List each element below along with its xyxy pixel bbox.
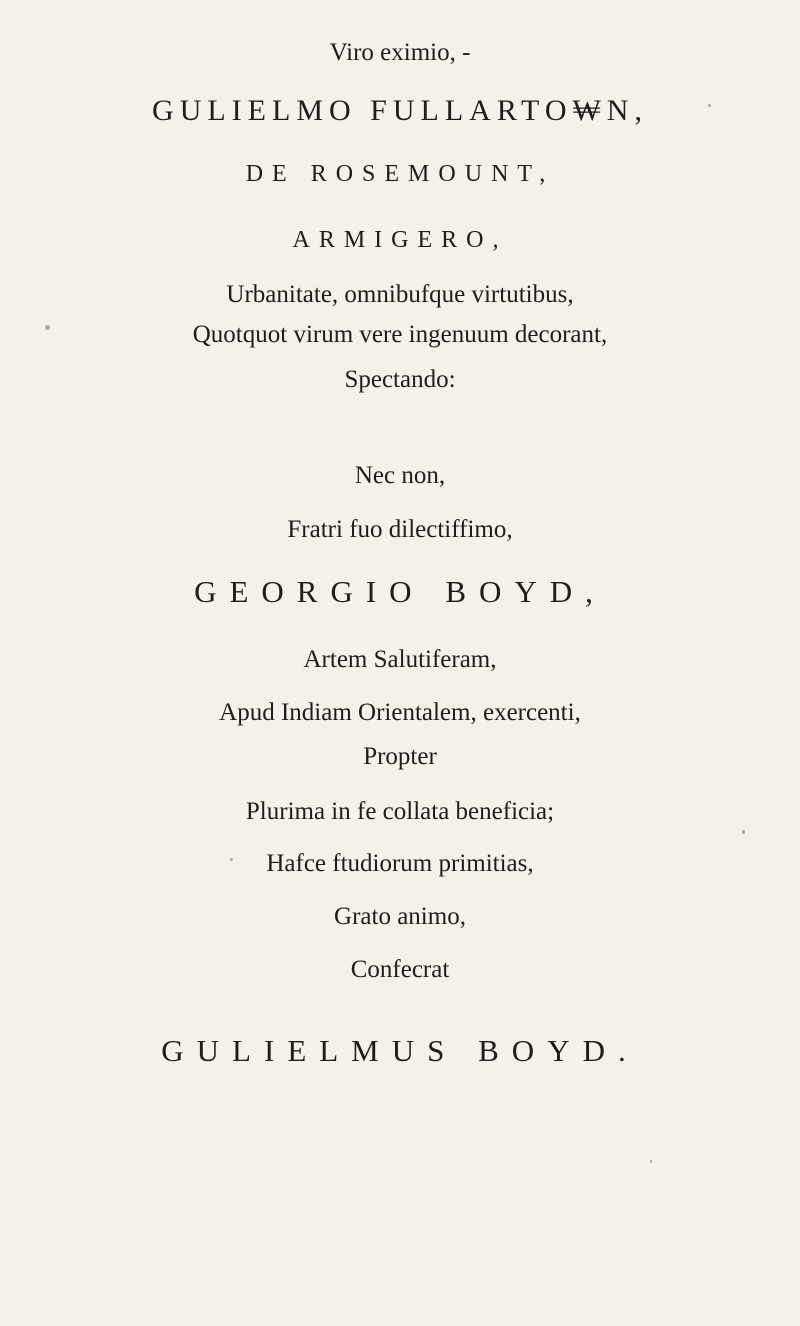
grato-line: Grato animo,	[334, 903, 466, 930]
paper-speck	[230, 858, 233, 861]
brother-line: Fratri fuo dilectiffimo,	[287, 516, 513, 543]
salutation: Viro eximio, -	[329, 39, 471, 66]
paper-speck	[742, 830, 745, 834]
recipient-title: ARMIGERO,	[292, 227, 508, 253]
studies-line: Hafce ftudiorum primitias,	[266, 850, 534, 877]
propter-line: Propter	[363, 743, 437, 770]
spectando-line: Spectando:	[344, 366, 456, 393]
paper-speck	[708, 104, 711, 107]
confecrat-line: Confecrat	[350, 956, 450, 983]
author-name: GULIELMUS BOYD.	[161, 1033, 639, 1068]
recipient-estate: DE ROSEMOUNT,	[245, 161, 555, 187]
art-line: Artem Salutiferam,	[303, 646, 497, 673]
brother-name: GEORGIO BOYD,	[194, 574, 606, 609]
paper-speck	[650, 1160, 652, 1163]
paper-speck	[45, 325, 50, 330]
virtues-line-1: Urbanitate, omnibufque virtutibus,	[226, 281, 574, 308]
nec-non-line: Nec non,	[354, 462, 446, 489]
benefits-line: Plurima in fe collata beneficia;	[245, 798, 555, 825]
virtues-line-2: Quotquot virum vere ingenuum decorant,	[192, 321, 608, 348]
recipient-name: GULIELMO FULLARTO₩N,	[152, 94, 648, 127]
india-line: Apud Indiam Orientalem, exercenti,	[219, 699, 581, 726]
